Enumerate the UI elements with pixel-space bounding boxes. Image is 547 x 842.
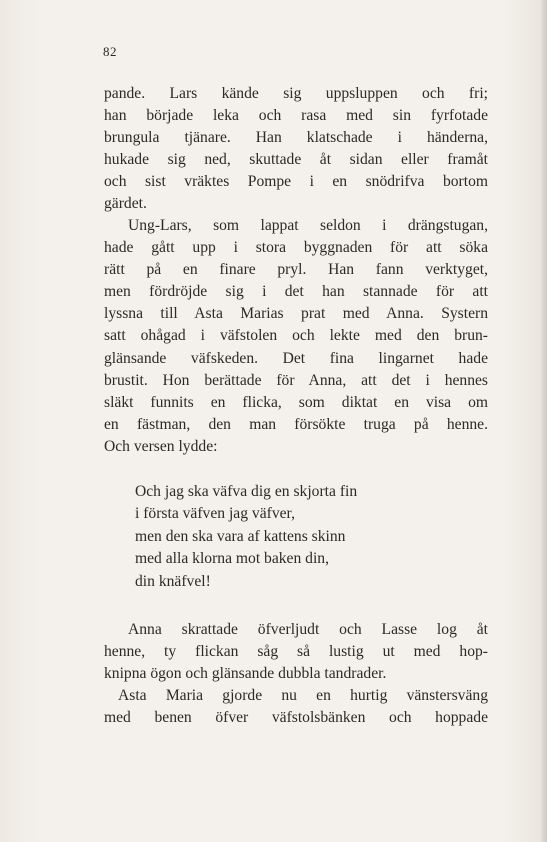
text-line: Anna skrattade öfverljudt och Lasse log åt <box>128 621 488 638</box>
page-number: 82 <box>103 44 117 59</box>
text-line: glänsande väfskeden. Det fina lingarnet hade <box>104 349 488 367</box>
text-line: henne, ty flickan såg så lustig ut med hop- <box>104 643 488 661</box>
text-line: Asta Maria gjorde nu en hurtig vänstersväng <box>118 687 488 704</box>
text-line: släkt funnits en flicka, som diktat en visa om <box>104 393 488 411</box>
text-line: lyssna till Asta Marias prat med Anna. Systern <box>104 305 488 323</box>
paragraph-3 <box>104 619 488 685</box>
text-line: hade gått upp i stora byggnaden för att söka <box>104 239 488 257</box>
poem-verse <box>135 481 465 593</box>
text-line: hukade sig ned, skuttade åt sidan eller framåt <box>104 151 488 169</box>
text-line: han började leka och rasa med sin fyrfotade <box>104 107 488 125</box>
verse-line: med alla klorna mot baken din, <box>135 550 330 568</box>
text-line: satt ohågad i väfstolen och lekte med den brun- <box>104 327 488 345</box>
text-line: med benen öfver väfstolsbänken och hoppade <box>104 709 488 727</box>
paragraph-1 <box>104 83 488 216</box>
text-line: rätt på en finare pryl. Han fann verktyget, <box>104 261 488 279</box>
text-line: Ung-Lars, som lappat seldon i drängstugan, <box>128 217 488 234</box>
verse-line: i första väfven jag väfver, <box>135 505 296 523</box>
text-line: men fördröjde sig i det han stannade för att <box>104 283 488 301</box>
text-line: Och versen lydde: <box>104 437 218 455</box>
text-line: gärdet. <box>104 195 147 213</box>
page-edge <box>541 0 547 842</box>
text-line: och sist vräktes Pompe i en snödrifva bortom <box>104 173 488 191</box>
verse-line: men den ska vara af kattens skinn <box>135 527 346 545</box>
text-line: knipna ögon och glänsande dubbla tandrader. <box>104 665 387 683</box>
verse-line: din knäfvel! <box>135 572 211 590</box>
text-line: brustit. Hon berättade för Anna, att det i hennes <box>104 371 488 389</box>
verse-line: Och jag ska väfva dig en skjorta fin <box>135 483 358 500</box>
paragraph-2 <box>104 215 488 458</box>
text-line: en fästman, den man försökte truga på henne. <box>104 415 488 433</box>
text-line: brungula tjänare. Han klatschade i händerna, <box>104 129 488 147</box>
paragraph-4 <box>104 685 488 729</box>
text-line: pande. Lars kände sig uppsluppen och fri; <box>104 85 488 102</box>
